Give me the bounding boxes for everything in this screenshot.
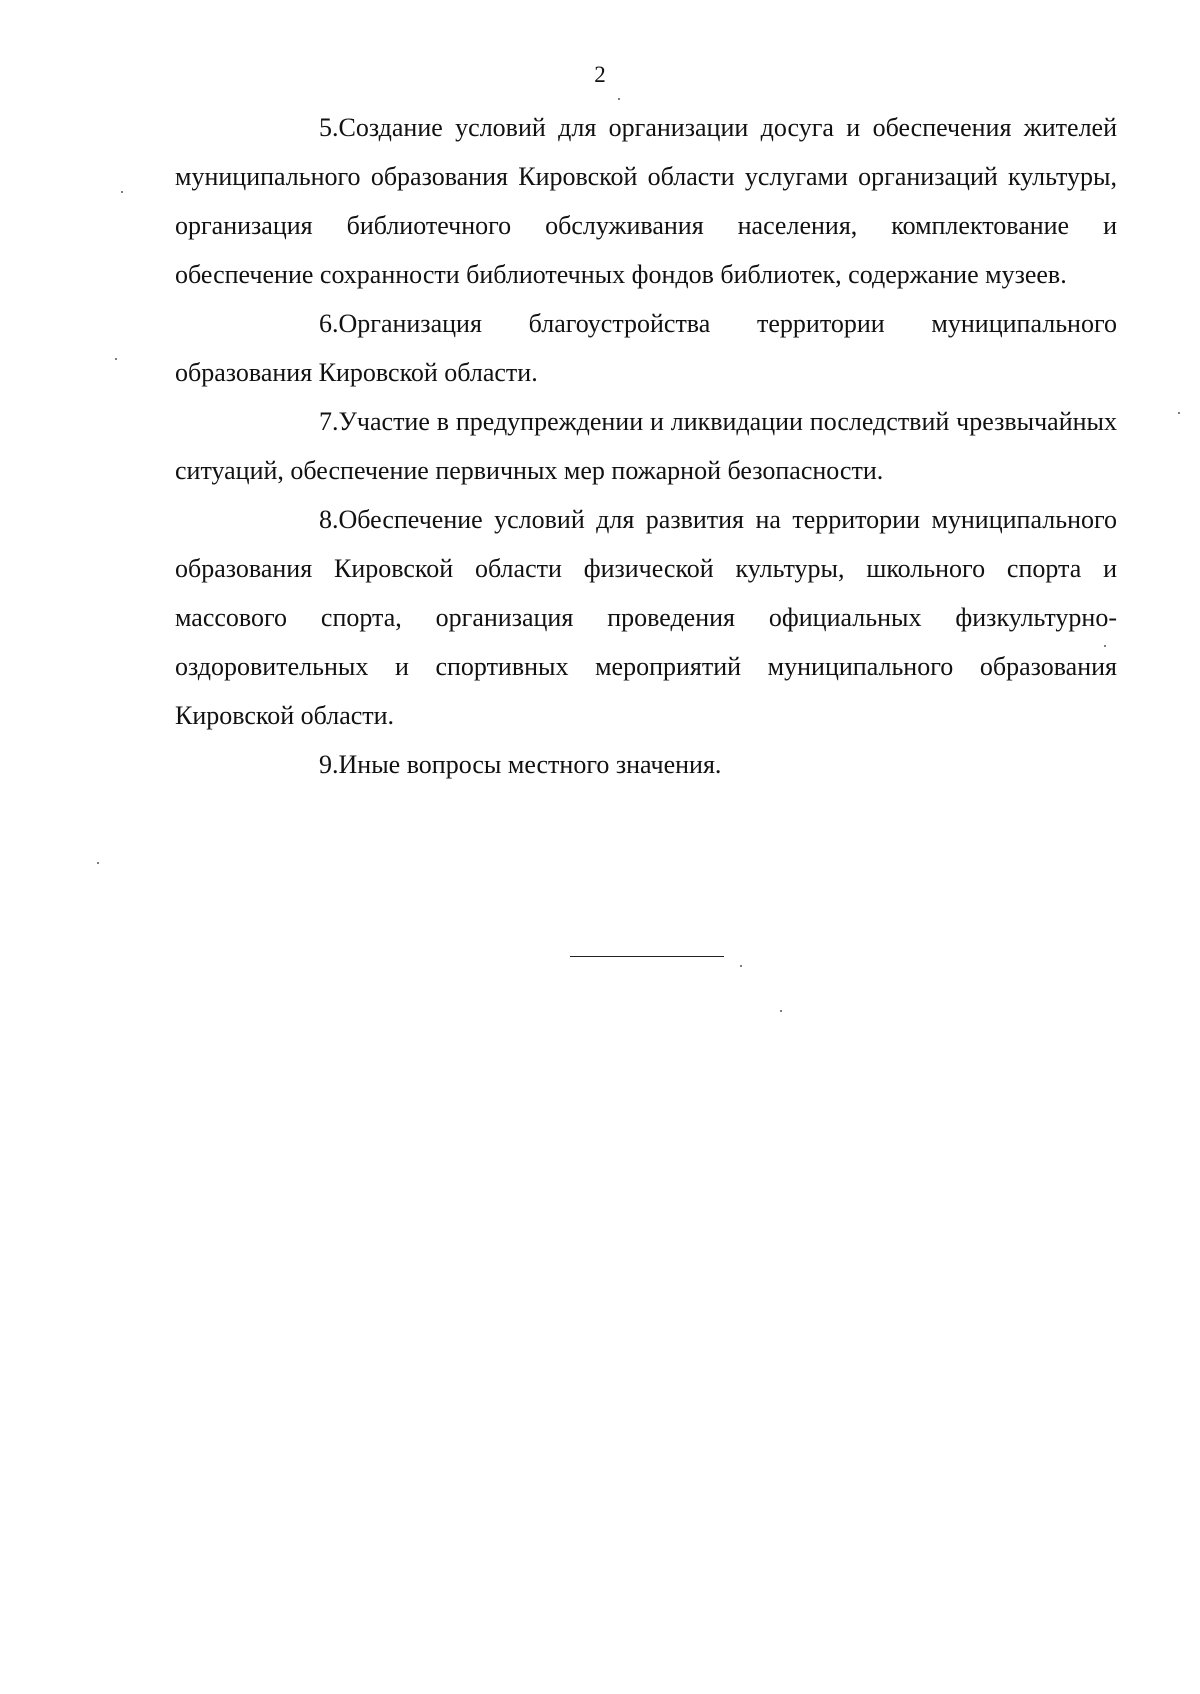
item-number: 8.	[319, 505, 339, 534]
scan-speck	[618, 98, 620, 100]
item-text: Создание условий для организации досуга и обеспечения жителей муниципального образования Кировской области услугами организаций культуры, организация библиотечного обслуживания населения, комплектование и обеспечение сохранности библиотечных фондов библиотек, содержание музеев.	[175, 113, 1117, 289]
scan-speck	[1104, 645, 1106, 647]
item-text: Иные вопросы местного значения.	[338, 750, 722, 779]
item-text: Обеспечение условий для развития на территории муниципального образования Кировской области физической культуры, школьного спорта и массового спорта, организация проведения официальных физкультурно-оздоровительных и спортивных мероприятий муниципального образования Кировской области.	[175, 505, 1117, 730]
list-item-5	[175, 103, 1117, 299]
page-number: 2	[594, 62, 606, 87]
item-number: 5.	[319, 113, 339, 142]
scan-speck	[740, 965, 742, 967]
scan-speck	[97, 862, 99, 864]
list-item-7	[175, 397, 1117, 495]
scan-speck	[115, 358, 117, 360]
list-item-6	[175, 299, 1117, 397]
list-item-8	[175, 495, 1117, 740]
scan-speck	[780, 1010, 782, 1012]
scan-speck	[121, 191, 123, 193]
item-text: Участие в предупреждении и ликвидации последствий чрезвычайных ситуаций, обеспечение первичных мер пожарной безопасности.	[175, 407, 1117, 485]
document-body	[175, 103, 1117, 789]
item-number: 9.	[319, 750, 339, 779]
end-of-text-rule	[570, 956, 724, 957]
item-text: Организация благоустройства территории муниципального образования Кировской области.	[175, 309, 1117, 387]
item-number: 6.	[319, 309, 339, 338]
list-item-9	[175, 740, 1117, 789]
item-number: 7.	[319, 407, 339, 436]
scan-speck	[1178, 412, 1180, 414]
